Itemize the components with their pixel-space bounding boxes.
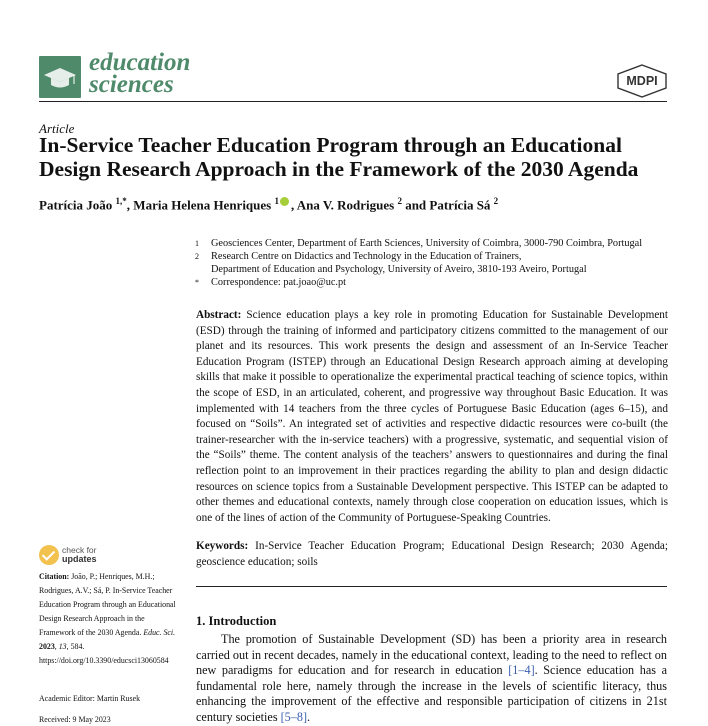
keywords-text: In-Service Teacher Education Program; Educational Design Research; 2030 Agenda; geoscience education; soils (196, 540, 668, 568)
author-name[interactable]: Patrícia João (39, 197, 113, 213)
affiliations (195, 237, 675, 289)
journal-name-line2: sciences (89, 71, 174, 98)
intro-text: . (307, 709, 311, 724)
journal-logo (39, 56, 81, 98)
header-divider (39, 101, 667, 102)
citation-year: 2023 (39, 642, 55, 651)
keywords-label: Keywords: (196, 540, 249, 552)
author-affiliation-marker: 2 (493, 196, 499, 206)
author-affiliation-marker: 1 (274, 196, 279, 206)
reference-link[interactable]: [1–4] (508, 663, 535, 678)
keywords (196, 539, 668, 570)
affiliation-number: 1 (195, 239, 199, 248)
intro-paragraph (196, 632, 667, 726)
academic-editor: Academic Editor: Martin Rusek (39, 694, 141, 703)
received-date: Received: 9 May 2023 (39, 715, 111, 724)
publisher-logo (616, 64, 668, 103)
affiliation-number: 2 (195, 252, 199, 261)
affiliation-row (195, 237, 675, 250)
author-name[interactable]: Maria Helena Henriques (133, 197, 272, 213)
affiliation-row (195, 263, 675, 276)
affiliation-row (195, 250, 675, 263)
check-for-updates-label (62, 546, 97, 564)
journal-name (89, 49, 191, 98)
check-for-updates-button[interactable] (39, 545, 97, 565)
mdpi-hexagon-icon (616, 64, 668, 98)
affiliation-text: Department of Education and Psychology, University of Aveiro, 3810-193 Aveiro, Portugal (211, 264, 587, 275)
graduation-cap-icon (39, 56, 81, 98)
author-name[interactable]: Patrícia Sá (429, 197, 491, 213)
check-line2: updates (62, 554, 97, 564)
check-icon (39, 545, 59, 565)
article-title: In-Service Teacher Education Program through an Educational Design Research Approach in the Framework of the 2030 Agenda (39, 133, 639, 181)
abstract-text: Science education plays a key role in promoting Education for Sustainable Development (ESD) through the training of informed and participatory citizens committed to the management of our planet and its resources. This work presents the design and assessment of an In-Service Teacher Education Program (ISTEP) through an Educational Design Research approach aiming at developing skills that make it possible to operationalize the experimental practical teaching of science topics, within the scope of ESD, in an articulated, coherent, and progressive way throughout Basic Education. It was implemented with 14 teachers from the three cycles of Portuguese Basic Education (ages 6–15), and focused on “Soils”. An integrated set of activities and respective didactic resources were co-built (the trainer-researcher with the in-service teachers) with a progressive, systematic, and sequential vision of the “Soils” theme. The content analysis of the teachers’ answers to questionnaires and during the final reflection point to an improvement in their practices regarding the ability to plan and design didactic resources on science topics from a Sustainable Development perspective. This ISTEP can be adapted to other themes and educational contexts, namely through close cooperation on education issues, which is one of the lines of action of the Community of Portuguese-Speaking Countries. (196, 309, 669, 524)
check-line1: check for (62, 545, 97, 555)
citation-text: João, P.; Henriques, M.H.; Rodrigues, A.V.; Sá, P. In-Service Teacher Education Program through an Educational Design Research Approach in the Framework of the 2030 Agenda. (39, 572, 176, 637)
citation-doi[interactable]: https://doi.org/10.3390/educsci13060584 (39, 656, 169, 665)
article-type: Article (39, 121, 75, 136)
orcid-icon[interactable] (280, 197, 289, 206)
intro-text: The promotion of Sustainable Development (SD) has been a priority area in research carried out in recent decades, namely in the educational context, leading to the need to reflect on new paradigms for education and for research in education (196, 632, 667, 678)
affiliation-text: Geosciences Center, Department of Earth Sciences, University of Coimbra, 3000-790 Coimbra, Portugal (211, 238, 643, 249)
author-affiliation-marker: 2 (397, 196, 402, 206)
reference-link[interactable]: [5–8] (280, 709, 308, 724)
section-title: 1. Introduction (196, 614, 277, 628)
abstract (196, 308, 668, 526)
publisher-name: MDPI (626, 74, 658, 88)
affiliation-number (195, 263, 211, 276)
citation-label: Citation: (39, 572, 70, 581)
citation-block: Citation: João, P.; Henriques, M.H.; Rodrigues, A.V.; Sá, P. In-Service Teacher Education Program through an Educational Design Research Approach in the Framework of the 2030 Agenda. Educ. Sci. 2023, 13, 584. https://doi.org/10.3390/educsci13060584 (39, 572, 176, 665)
affiliation-number: * (195, 278, 199, 287)
journal-name-line1: education (89, 49, 191, 76)
citation-volume: 13 (58, 642, 67, 651)
citation-journal: Educ. Sci. (143, 628, 176, 637)
affiliation-text: Research Centre on Didactics and Technology in the Education of Trainers, (211, 251, 522, 262)
correspondence-text[interactable]: Correspondence: pat.joao@uc.pt (211, 277, 347, 288)
intro-text: . Science education has a fundamental role here, namely through the increase in the levels of scientific literacy, thus enhancing the improvement of the effective and responsible participation of citizens in 21st century societies (196, 663, 667, 724)
citation-pages: 584. (70, 642, 85, 651)
author-list: Patrícia João $^{1,*}$, Maria Helena Henriques $^1$ , Ana V. Rodrigues $^2$ and Patrícia Sá $^2$ (39, 196, 499, 213)
abstract-label: Abstract: (196, 309, 242, 321)
author-name[interactable]: Ana V. Rodrigues (296, 197, 395, 213)
affiliation-row (195, 276, 675, 289)
section-divider (196, 586, 667, 587)
author-affiliation-marker: 1,* (115, 196, 127, 206)
